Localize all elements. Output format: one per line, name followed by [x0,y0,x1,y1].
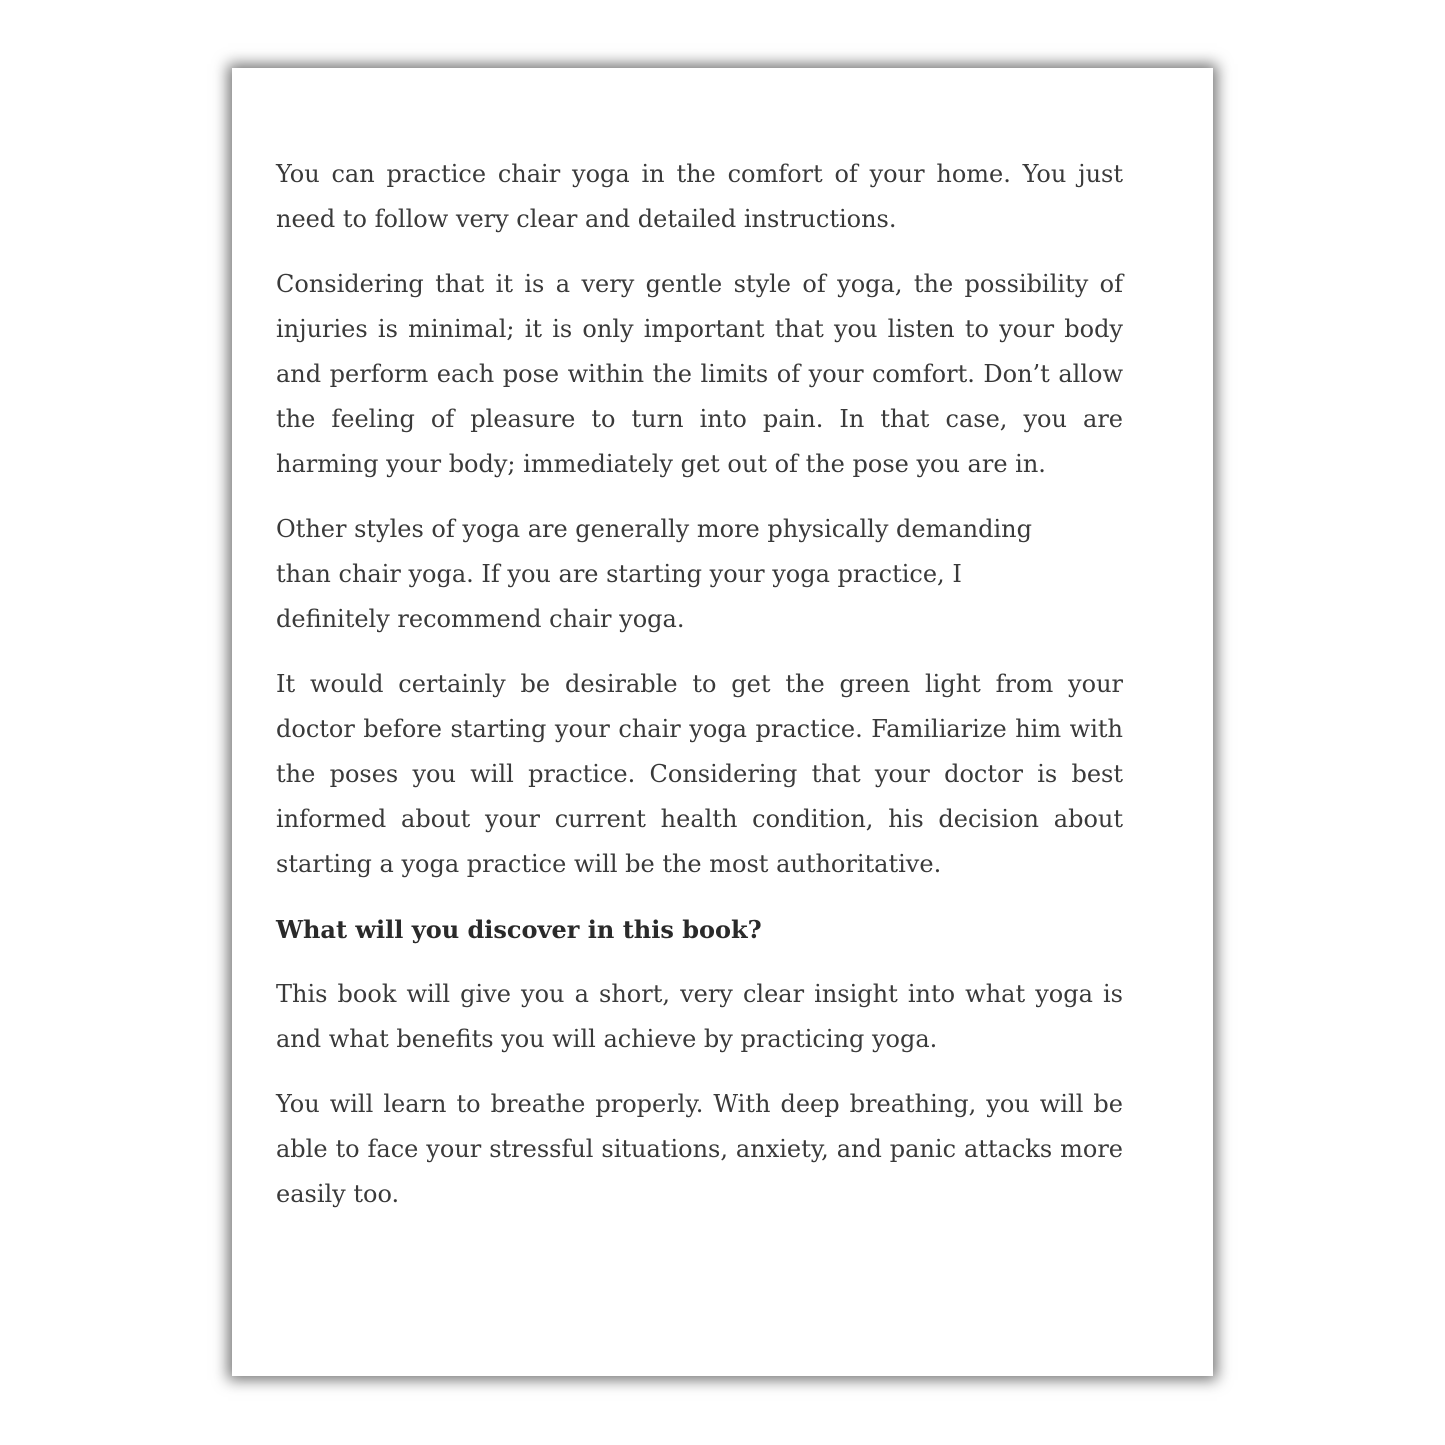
page-content [276,152,1123,1237]
paragraph-5: This book will give you a short, very clear insight into what yoga is and what benefits you will achieve by practicing yoga. [276,980,1123,1053]
paragraph-6: You will learn to breathe properly. With deep breathing, you will be able to face your stressful situations, anxiety, and panic attacks more easily too. [276,1090,1123,1208]
document-page [232,68,1213,1376]
paragraph-3: Other styles of yoga are generally more physically demanding than chair yoga. If you are starting your yoga practice, I definitely recommend chair yoga. [276,515,1032,633]
paragraph-2: Considering that it is a very gentle style of yoga, the possibility of injuries is minimal; it is only important that you listen to your body and perform each pose within the limits of your comfort. Don’t allow the feeling of pleasure to turn into pain. In that case, you are harming your body; immediately get out of the pose you are in. [276,270,1123,478]
paragraph-1: You can practice chair yoga in the comfort of your home. You just need to follow very clear and detailed instructions. [276,160,1123,233]
paragraph-4: It would certainly be desirable to get the green light from your doctor before starting your chair yoga practice. Familiarize him with the poses you will practice. Considering that your doctor is best informed about your current health condition, his decision about starting a yoga practice will be the most authoritative. [276,670,1123,878]
section-heading: What will you discover in this book? [276,915,762,944]
